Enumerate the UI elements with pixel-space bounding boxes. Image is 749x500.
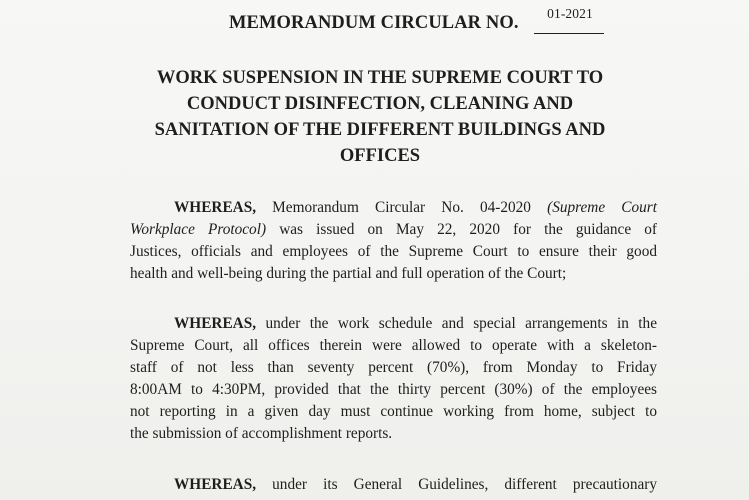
title-line-1: WORK SUSPENSION IN THE SUPREME COURT TO — [156, 68, 604, 88]
text-segment: under its General Guidelines, different precautionary — [256, 476, 657, 493]
paragraph-3-line-1 — [130, 476, 657, 494]
whereas-lead: WHEREAS, — [174, 476, 257, 493]
text-segment: Supreme Court, all offices therein were allowed to operate with a skeleton- — [130, 337, 657, 354]
italic-text: Workplace Protocol) — [130, 221, 267, 238]
memo-number: 01-2021 — [547, 6, 593, 21]
italic-text: (Supreme Court — [547, 199, 657, 216]
paragraph-1-line-1 — [130, 199, 657, 217]
paragraph-2-line-2 — [130, 337, 657, 355]
paragraph-2-line-1 — [130, 315, 657, 333]
paragraph-1-line-2 — [130, 221, 657, 239]
text-segment: 8:00AM to 4:30PM, provided that the thirty percent (30%) of the employees — [130, 381, 657, 398]
whereas-lead: WHEREAS, — [174, 315, 257, 332]
text-segment: Memorandum Circular No. 04-2020 — [256, 199, 548, 216]
paragraph-2-line-5 — [130, 403, 657, 421]
text-segment: the submission of accomplishment reports. — [130, 425, 393, 442]
memo-label: MEMORANDUM CIRCULAR NO. — [229, 13, 519, 33]
memo-header — [229, 6, 609, 36]
text-segment: under the work schedule and special arrangements in the — [256, 315, 657, 332]
paragraph-2-line-3 — [130, 359, 657, 377]
paragraph-2-line-6 — [130, 425, 657, 443]
whereas-lead: WHEREAS, — [174, 199, 257, 216]
text-segment: not reporting in a given day must continue working from home, subject to — [130, 403, 657, 420]
paragraph-1-line-3 — [130, 243, 657, 261]
text-segment: was issued on May 22, 2020 for the guidance of — [266, 221, 657, 238]
paragraph-1-line-4 — [130, 265, 657, 283]
text-segment: health and well-being during the partial and full operation of the Court; — [130, 265, 567, 282]
title-line-4: OFFICES — [339, 146, 421, 166]
memo-number-underline — [534, 33, 604, 34]
title-line-3: SANITATION OF THE DIFFERENT BUILDINGS AND — [154, 120, 606, 140]
text-segment: staff of not less than seventy percent (70%), from Monday to Friday — [130, 359, 657, 376]
text-segment: Justices, officials and employees of the Supreme Court to ensure their good — [130, 243, 657, 260]
title-line-2: CONDUCT DISINFECTION, CLEANING AND — [186, 94, 574, 114]
paragraph-2-line-4 — [130, 381, 657, 399]
